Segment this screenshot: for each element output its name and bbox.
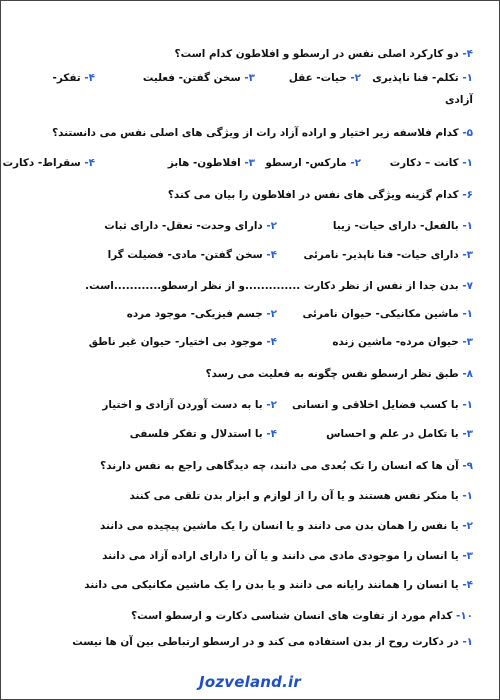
option-2 <box>127 307 277 321</box>
option-number: ۴- <box>84 157 95 169</box>
option-text: افلاطون- هابز <box>167 157 245 169</box>
option-text: در دکارت روح از بدن استفاده می کند و در ارسطو ارتباطی بین آن ها نیست <box>72 636 463 648</box>
question-number: ۵- <box>462 127 473 139</box>
option-text: تکلم- فنا ناپذیری <box>372 72 463 84</box>
option-3 <box>143 71 255 85</box>
question-text: طبق نظر ارسطو نفس چگونه به فعلیت می رسد؟ <box>205 368 463 380</box>
option-number: ۱- <box>462 220 473 232</box>
option-number: ۴- <box>462 579 473 591</box>
option-text: کانت – دکارت <box>389 157 463 169</box>
option-number: ۴- <box>266 336 277 348</box>
question-q8 <box>19 367 473 381</box>
option-number: ۲- <box>266 308 277 320</box>
option-number: ۲- <box>266 220 277 232</box>
site-footer[interactable]: Jozveland.ir <box>199 673 301 691</box>
option-text: با به دست آوردن آزادی و اختیار <box>102 399 267 411</box>
option-number: ۲- <box>350 157 361 169</box>
option-number: ۳- <box>462 249 473 261</box>
option-text: با استدلال و تفکر فلسفی <box>129 428 267 440</box>
option-text: یا انسان را همانند رایانه می دانند و یا بدن را یک ماشین مکانیکی می دانند <box>84 579 463 591</box>
option-1 <box>332 335 473 349</box>
option-text: یا منکر نفس هستند و یا آن را از لوازم و ابزار بدن تلقی می کنند <box>129 490 463 502</box>
option-number: ۴- <box>266 428 277 440</box>
option-1 <box>326 427 473 441</box>
option-number: ۲- <box>266 399 277 411</box>
question-number: ۷- <box>462 280 473 292</box>
continuation-text: آزادی <box>445 94 473 106</box>
option-text: جسم فیزیکی- موجود مرده <box>126 308 267 320</box>
option-text: سخن گفتن- فعلیت <box>142 72 245 84</box>
option-number: ۳- <box>462 336 473 348</box>
question-q7 <box>19 279 473 293</box>
option-number: ۱- <box>462 490 473 502</box>
option-4 <box>3 156 95 170</box>
option-2 <box>289 71 361 85</box>
question-q9 <box>19 459 473 473</box>
option-text: یا انسان را موجودی مادی می دانند و یا آن را دارای اراده آزاد می دانند <box>102 550 463 562</box>
option-2 <box>108 248 277 262</box>
question-text: بدن جدا از نفس از نظر دکارت ..............و از نظر ارسطو............است. <box>85 280 463 292</box>
option-text: حیات- عقل <box>288 72 351 84</box>
continuation-line <box>19 93 473 107</box>
option-text: سخن گفتن- مادی- فضیلت گرا <box>107 249 267 261</box>
option-text: سقراط- دکارت <box>2 157 85 169</box>
question-number: ۶- <box>462 189 473 201</box>
option-1 <box>372 71 473 85</box>
question-number: ۴- <box>462 48 473 60</box>
option-3 <box>168 156 255 170</box>
option-text: بالفعل- دارای حیات- زیبا <box>332 220 463 232</box>
question-number: ۹- <box>462 460 473 472</box>
option-number: ۳- <box>462 550 473 562</box>
question-text: کدام گزینه ویژگی های نفس در افلاطون را بیان می کند؟ <box>167 189 463 201</box>
option-1 <box>390 156 473 170</box>
question-q6 <box>19 188 473 202</box>
option-q9o1 <box>19 489 473 503</box>
option-number: ۱- <box>462 308 473 320</box>
option-number: ۱- <box>462 72 473 84</box>
option-q10o1 <box>19 635 473 649</box>
option-text: یا نفس را همان بدن می دانند و یا انسان را یک ماشین پیچیده می دانند <box>100 520 463 532</box>
question-q10 <box>19 609 473 623</box>
option-number: ۳- <box>244 157 255 169</box>
option-1 <box>333 219 473 233</box>
option-text: تفکر- <box>52 72 85 84</box>
option-1 <box>303 307 473 321</box>
option-text: با تکامل در علم و احساس <box>326 428 463 440</box>
option-number: ۴- <box>266 249 277 261</box>
option-number: ۴- <box>84 72 95 84</box>
option-number: ۳- <box>244 72 255 84</box>
option-text: مارکس- ارسطو <box>265 157 351 169</box>
option-text: ماشین مکانیکی- حیوان نامرئی <box>302 308 463 320</box>
option-q9o4 <box>19 578 473 592</box>
question-number: ۸- <box>462 368 473 380</box>
question-q4 <box>19 47 473 61</box>
option-number: ۲- <box>350 72 361 84</box>
option-1 <box>292 398 473 412</box>
option-2 <box>104 219 277 233</box>
question-q5 <box>19 126 473 140</box>
option-number: ۱- <box>462 399 473 411</box>
question-number: ۱۰- <box>455 610 473 622</box>
option-2 <box>130 427 277 441</box>
option-4 <box>53 71 96 85</box>
question-text: کدام مورد از تفاوت های انسان شناسی دکارت و ارسطو است؟ <box>131 610 456 622</box>
option-q9o3 <box>19 549 473 563</box>
option-number: ۲- <box>462 520 473 532</box>
option-1 <box>303 248 473 262</box>
option-q9o2 <box>19 519 473 533</box>
option-number: ۳- <box>462 428 473 440</box>
question-text: کدام فلاسفه زیر اختیار و اراده آزاد رات از ویژگی های اصلی نفس می دانستند؟ <box>52 127 463 139</box>
option-text: دارای وحدت- تعقل- دارای ثبات <box>104 220 267 232</box>
option-text: موجود بی اختیار- حیوان غیر ناطق <box>88 336 267 348</box>
question-text: دو کارکرد اصلی نفس در ارسطو و افلاطون کدام است؟ <box>174 48 463 60</box>
option-2 <box>265 156 361 170</box>
option-text: دارای حیات- فنا ناپذیر- نامرئی <box>303 249 463 261</box>
option-number: ۱- <box>462 157 473 169</box>
option-number: ۱- <box>462 636 473 648</box>
question-text: آن ها که انسان را تک بُعدی می دانند، چه دیدگاهی راجع به نفس دارند؟ <box>100 460 463 472</box>
option-text: با کسب فضایل اخلاقی و انسانی <box>292 399 463 411</box>
option-2 <box>89 335 277 349</box>
option-2 <box>102 398 277 412</box>
option-text: حیوان مرده- ماشین زنده <box>332 336 463 348</box>
